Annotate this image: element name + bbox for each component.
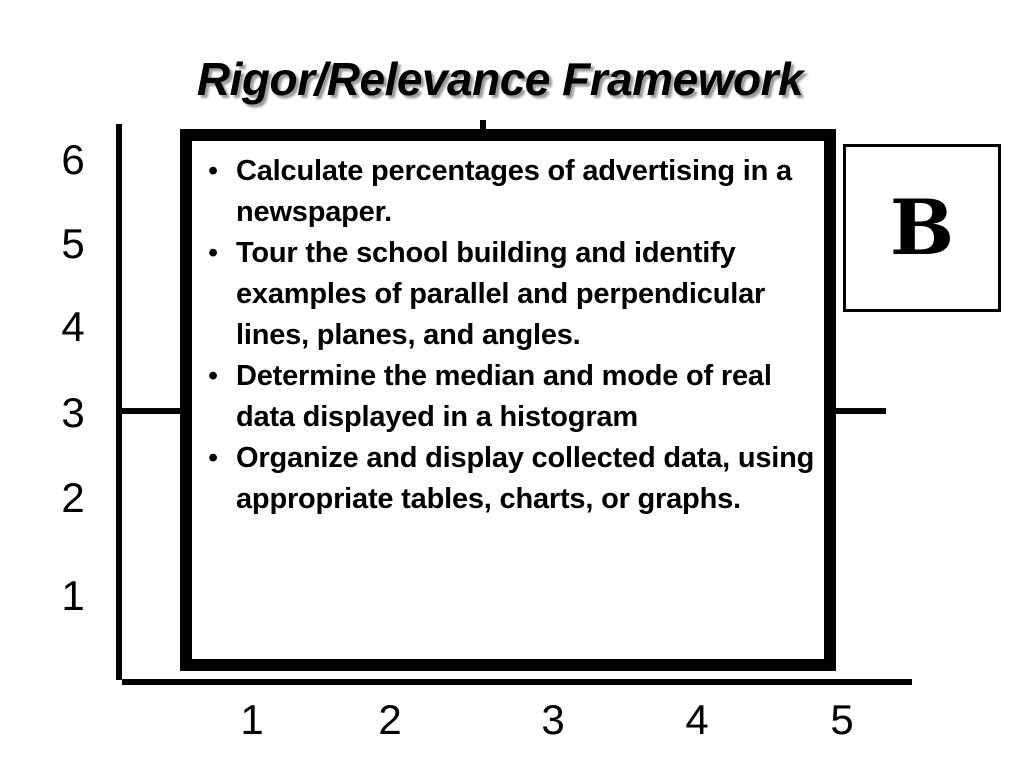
page-title: Rigor/Relevance Framework: [196, 53, 804, 105]
y-tick-label: 1: [61, 572, 85, 619]
x-tick-label: 2: [378, 696, 402, 743]
quadrant-content-box: [180, 129, 836, 671]
list-item: [202, 151, 816, 233]
x-axis-line: [122, 679, 912, 685]
list-item: [202, 233, 816, 356]
y-tick-label: 5: [61, 220, 85, 267]
list-item-text: Organize and display collected data, using appropriate tables, charts, or graphs.: [236, 442, 815, 515]
x-tick-label: 4: [685, 696, 709, 743]
quadrant-letter: B: [889, 183, 955, 272]
y-tick-label: 4: [61, 303, 85, 350]
bullet-icon: •: [208, 360, 218, 392]
y-tick-label: 2: [61, 474, 85, 521]
list-item: [202, 438, 816, 520]
activity-list: [202, 151, 816, 520]
bullet-icon: •: [208, 237, 218, 269]
y-axis-line: [116, 124, 122, 680]
list-item-text: Calculate percentages of advertising in a newspaper.: [236, 155, 792, 228]
bullet-icon: •: [208, 155, 218, 187]
bullet-icon: •: [208, 442, 218, 474]
x-tick-label: 1: [240, 696, 264, 743]
y-tick-label: 3: [61, 389, 85, 436]
x-tick-label: 3: [541, 696, 565, 743]
list-item-text: Determine the median and mode of real data displayed in a histogram: [236, 360, 772, 433]
quadrant-letter-box: [843, 144, 1001, 312]
x-tick-label: 5: [830, 696, 854, 743]
y-tick-label: 6: [61, 136, 85, 183]
list-item-text: Tour the school building and identify examples of parallel and perpendicular lines, planes, and angles.: [236, 237, 766, 351]
list-item: [202, 356, 816, 438]
